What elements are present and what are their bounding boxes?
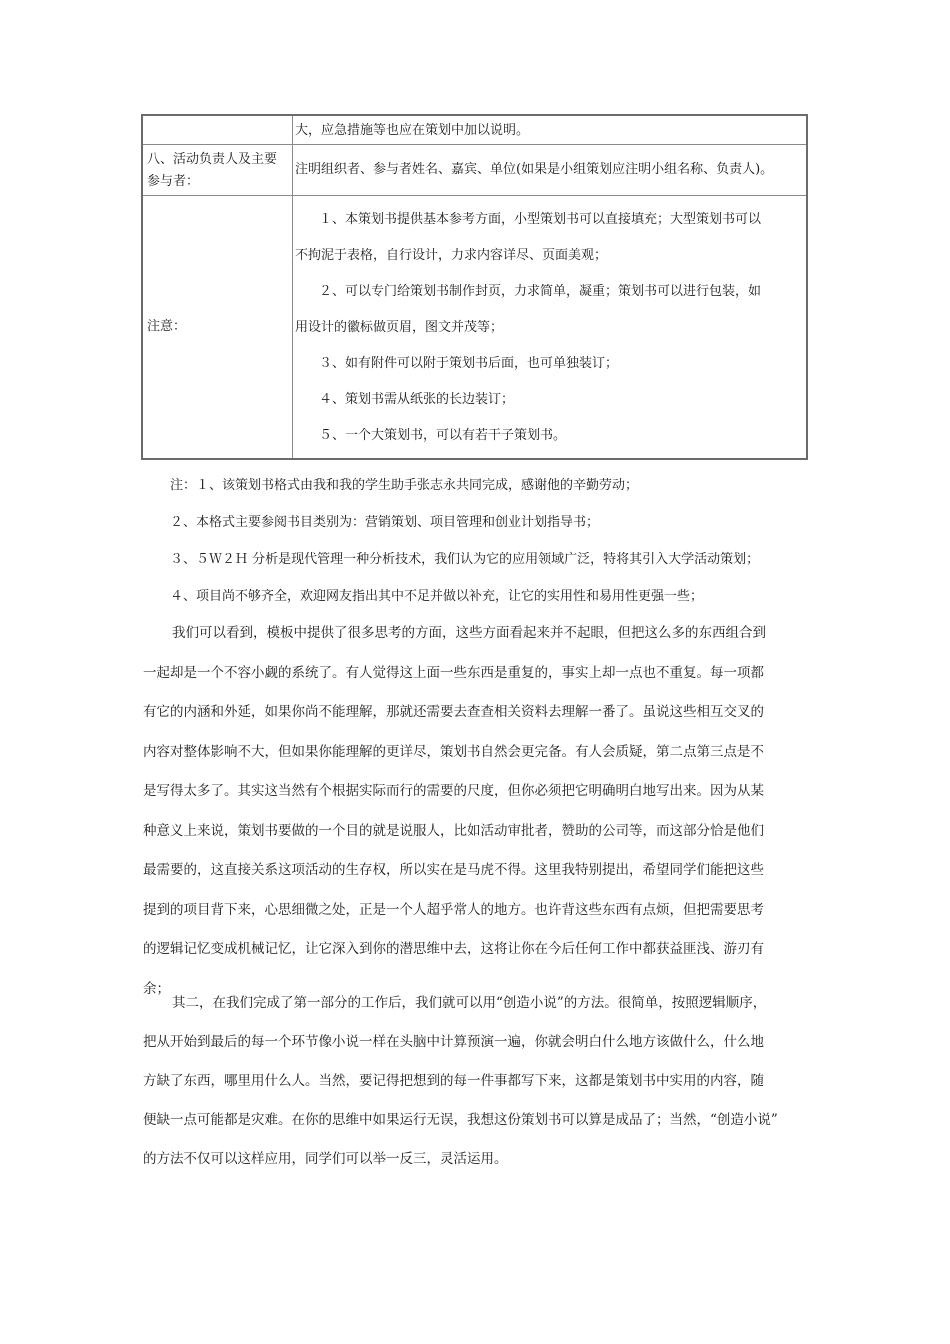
footnotes — [170, 467, 759, 615]
paragraph-line: 提到的项目背下来，心思细微之处，正是一个人超乎常人的地方。也许背这些东西有点烦，但把需要思考 — [143, 901, 764, 918]
table-row — [143, 116, 806, 144]
table-cell-content: 注明组织者、参与者姓名、嘉宾、单位(如果是小组策划应注明小组名称、负责人)。 — [295, 162, 774, 177]
note-item: １、本策划书提供基本参考方面，小型策划书可以直接填充；大型策划书可以 — [319, 212, 762, 227]
note-item: ２、可以专门给策划书制作封页，力求简单，凝重；策划书可以进行包装，如 — [319, 284, 762, 299]
note-item: ４、策划书需从纸张的长边装订； — [319, 392, 515, 407]
table-cell-content: 大，应急措施等也应在策划中加以说明。 — [295, 123, 530, 138]
paragraph-line: 把从开始到最后的每一个环节像小说一样在头脑中计算预演一遍，你就会明白什么地方该做什么，什么地 — [143, 1034, 764, 1050]
footnote-line: 注：１、该策划书格式由我和我的学生助手张志永共同完成，感谢他的辛勤劳动； — [170, 478, 639, 493]
paragraph-line: 便缺一点可能都是灾难。在你的思维中如果运行无误，我想这份策划书可以算是成品了；当然，“创造小说” — [143, 1112, 778, 1128]
paragraph-line: 我们可以看到，模板中提供了很多思考的方面，这些方面看起来并不起眼，但把这么多的东西组合到 — [172, 625, 766, 641]
paragraph-line: 最需要的，这直接关系这项活动的生存权，所以实在是马虎不得。这里我特别提出，希望同学们能把这些 — [143, 862, 764, 878]
table-row — [143, 195, 806, 458]
footnote-line: ２、本格式主要参阅书目类别为：营销策划、项目管理和创业计划指导书； — [170, 515, 600, 530]
paragraph-line: 的逻辑记忆变成机械记忆，让它深入到你的潜思维中去，这将让你在今后任何工作中都获益匪浅、游刃有 — [143, 941, 764, 957]
paragraph-line: 有它的内涵和外延，如果你尚不能理解，那就还需要去查查相关资料去理解一番了。虽说这些相互交叉的 — [143, 704, 764, 720]
footnote-line: ３、５Ｗ２Ｈ 分析是现代管理一种分析技术，我们认为它的应用领域广泛，特将其引入大学活动策划； — [170, 552, 760, 567]
paragraph-line: 的方法不仅可以这样应用，同学们可以举一反三，灵活运用。 — [143, 1151, 508, 1167]
note-item-continued: 用设计的徽标做页眉，图文并茂等； — [295, 320, 504, 335]
label-line: 参与者： — [147, 174, 200, 189]
table-cell-notes — [293, 196, 806, 458]
paragraph-line: 其二，在我们完成了第一部分的工作后，我们就可以用“创造小说”的方法。很简单，按照逻辑顺序， — [172, 995, 767, 1011]
note-item-continued: 不拘泥于表格，自行设计，力求内容详尽、页面美观； — [295, 248, 608, 263]
footnote-line: ４、项目尚不够齐全，欢迎网友指出其中不足并做以补充，让它的实用性和易用性更强一些； — [170, 589, 704, 604]
paragraph-line: 种意义上来说，策划书要做的一个目的就是说服人，比如活动审批者，赞助的公司等，而这部分恰是他们 — [143, 822, 764, 839]
paragraph-line: 是写得太多了。其实这当然有个根据实际而行的需要的尺度，但你必须把它明确明白地写出来。因为从某 — [143, 783, 764, 799]
paragraph-line: 方缺了东西，哪里用什么人。当然，要记得把想到的每一件事都写下来，这都是策划书中实用的内容，随 — [143, 1073, 764, 1089]
paragraph-line: 内容对整体影响不大，但如果你能理解的更详尽，策划书自然会更完备。有人会质疑，第二点第三点是不 — [143, 743, 764, 760]
table-cell-label — [143, 116, 293, 144]
body-paragraph — [143, 614, 766, 1009]
plan-format-table — [141, 114, 808, 460]
table-row — [143, 144, 806, 195]
paragraph-line: 余； — [143, 980, 170, 997]
table-cell-label: 注意： — [143, 196, 293, 458]
body-paragraph — [143, 984, 778, 1179]
table-cell-label — [143, 145, 293, 195]
note-item: ３、如有附件可以附于策划书后面，也可单独装订； — [319, 356, 619, 371]
note-item: ５、一个大策划书，可以有若干子策划书。 — [319, 428, 567, 443]
paragraph-line: 一起却是一个不容小觑的系统了。有人觉得这上面一些东西是重复的，事实上却一点也不重复。每一项都 — [143, 664, 764, 681]
label-line: 八、活动负责人及主要 — [147, 152, 278, 167]
